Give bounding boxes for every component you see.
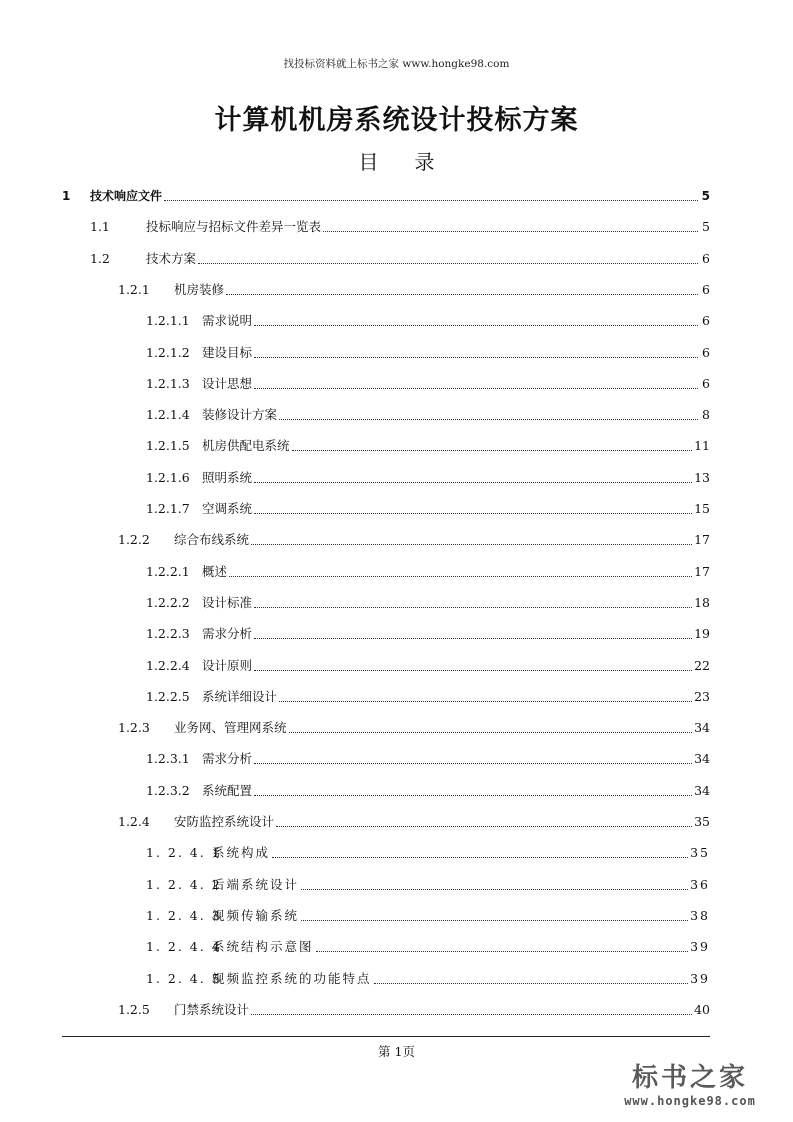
toc-entry[interactable] [146,845,710,861]
toc-entry-number: 1.2.3.1 [146,751,190,766]
footer-divider [62,1036,710,1037]
toc-entry-title: 技术响应文件 [90,189,163,203]
toc-entry[interactable] [118,814,710,830]
toc-leader-dots [251,1013,692,1015]
toc-entry-number: 1.2.4 [118,814,150,829]
toc-entry-page: 6 [702,251,710,266]
toc-entry-number: 1. 2. 4. 3 [146,908,222,923]
toc-entry[interactable] [146,595,710,611]
toc-entry[interactable] [146,313,710,329]
toc-entry-title: 机房装修 [174,282,225,297]
toc-entry-number: 1.2.1 [118,282,150,297]
footer-page-number: 第 1页 [378,1044,415,1059]
toc-entry-title: 业务网、管理网系统 [174,720,287,735]
toc-entry[interactable] [146,501,710,517]
toc-leader-dots [301,888,688,890]
toc-entry-page: 38 [690,908,710,923]
toc-leader-dots [323,230,698,232]
toc-leader-dots [279,700,692,702]
toc-entry-number: 1. 2. 4. 5 [146,971,222,986]
logo-url: www.hongke98.com [624,1094,756,1108]
toc-entry-page: 6 [702,376,710,391]
toc-leader-dots [279,418,698,420]
toc-entry-page: 5 [701,189,710,203]
toc-entry-number: 1.2.3 [118,720,150,735]
toc-entry-title: 需求分析 [202,626,253,641]
toc-entry-title: 概述 [202,564,228,579]
toc-entry-page: 34 [694,783,710,798]
site-logo [605,1062,775,1120]
toc-leader-dots [272,856,688,858]
toc-leader-dots [374,982,689,984]
toc-entry[interactable] [118,282,710,298]
toc-leader-dots [254,324,698,326]
toc-leader-dots [164,199,698,201]
toc-entry-page: 15 [694,501,710,516]
toc-entry-number: 1.2.2 [118,532,150,547]
toc-entry-page: 34 [694,751,710,766]
toc-leader-dots [292,449,693,451]
toc-entry-page: 39 [690,971,710,986]
toc-entry[interactable] [90,219,710,235]
toc-entry-number: 1.2.1.2 [146,345,190,360]
toc-entry[interactable] [146,908,710,924]
toc-entry[interactable] [118,720,710,736]
toc-entry-title: 视频监控系统的功能特点 [212,971,372,986]
toc-entry-title: 后端系统设计 [212,877,300,892]
toc-entry-number: 1. 2. 4. 4 [146,939,222,954]
toc-entry-number: 1. 2. 4. 2 [146,877,222,892]
toc-entry-number: 1.2.1.6 [146,470,190,485]
toc-entry-page: 18 [694,595,710,610]
toc-entry[interactable] [146,564,710,580]
toc-entry[interactable] [146,751,710,767]
toc-entry[interactable] [146,407,710,423]
toc-entry-title: 系统配置 [202,783,253,798]
toc-entry-number: 1.2.1.5 [146,438,190,453]
toc-entry-number: 1.2.2.2 [146,595,190,610]
toc-entry-number: 1 [62,189,71,203]
toc-entry-number: 1.2.2.3 [146,626,190,641]
toc-entry-page: 5 [702,219,710,234]
toc-entry-number: 1.2 [90,251,110,266]
toc-entry[interactable] [146,438,710,454]
toc-entry-title: 照明系统 [202,470,253,485]
toc-entry-title: 机房供配电系统 [202,438,290,453]
document-title: 计算机机房系统设计投标方案 [214,105,579,136]
toc-entry-number: 1.2.1.1 [146,313,190,328]
toc-entry[interactable] [146,971,710,987]
toc-leader-dots [198,262,698,264]
toc-entry-page: 8 [702,407,710,422]
toc-entry[interactable] [146,939,710,955]
toc-entry[interactable] [146,626,710,642]
toc-leader-dots [254,762,692,764]
toc-entry-page: 36 [690,877,710,892]
toc-entry-number: 1.2.5 [118,1002,150,1017]
toc-leader-dots [316,950,689,952]
toc-leader-dots [301,919,688,921]
toc-entry-title: 设计标准 [202,595,253,610]
toc-entry-title: 投标响应与招标文件差异一览表 [146,219,322,234]
toc-entry-page: 34 [694,720,710,735]
toc-entry-title: 视频传输系统 [212,908,300,923]
toc-entry-page: 17 [694,532,710,547]
toc-entry-title: 系统详细设计 [202,689,278,704]
toc-entry-title: 设计思想 [202,376,253,391]
toc-entry-number: 1.2.2.1 [146,564,190,579]
logo-name: 标书之家 [631,1063,748,1093]
toc-leader-dots [254,481,692,483]
toc-entry[interactable] [90,251,710,267]
toc-entry[interactable] [146,783,710,799]
toc-entry-title: 门禁系统设计 [174,1002,250,1017]
toc-entry-number: 1.2.1.4 [146,407,190,422]
toc-heading: 目录 [358,150,471,174]
toc-entry[interactable] [118,1002,710,1018]
toc-leader-dots [254,512,692,514]
toc-entry-page: 22 [694,658,710,673]
toc-leader-dots [229,575,692,577]
toc-entry-title: 装修设计方案 [202,407,278,422]
toc-entry[interactable] [146,470,710,486]
toc-entry[interactable] [118,532,710,548]
toc-entry[interactable] [146,345,710,361]
toc-leader-dots [254,794,692,796]
toc-entry-number: 1.2.3.2 [146,783,190,798]
toc-entry[interactable] [62,188,710,204]
toc-entry-page: 40 [694,1002,710,1017]
toc-entry-page: 19 [694,626,710,641]
toc-entry-page: 17 [694,564,710,579]
toc-entry[interactable] [146,658,710,674]
toc-leader-dots [276,825,692,827]
toc-entry-title: 设计原则 [202,658,253,673]
toc-entry-page: 35 [694,814,710,829]
toc-entry-page: 35 [690,845,710,860]
toc-leader-dots [254,637,692,639]
toc-entry-page: 23 [694,689,710,704]
toc-leader-dots [254,606,692,608]
toc-entry-title: 空调系统 [202,501,253,516]
toc-entry-number: 1.1 [90,219,110,234]
toc-entry-page: 39 [690,939,710,954]
toc-entry-title: 技术方案 [146,251,197,266]
toc-entry-page: 6 [702,345,710,360]
toc-leader-dots [254,669,692,671]
toc-leader-dots [226,293,698,295]
toc-leader-dots [254,387,698,389]
toc-leader-dots [289,731,693,733]
toc-entry-page: 13 [694,470,710,485]
toc-entry-number: 1.2.1.7 [146,501,190,516]
toc-leader-dots [251,543,692,545]
toc-entry[interactable] [146,376,710,392]
toc-entry-title: 综合布线系统 [174,532,250,547]
toc-entry-number: 1.2.1.3 [146,376,190,391]
toc-entry-title: 安防监控系统设计 [174,814,275,829]
toc-entry-title: 系统结构示意图 [212,939,314,954]
toc-entry-page: 6 [702,313,710,328]
toc-entry-title: 需求分析 [202,751,253,766]
toc-entry-title: 系统构成 [212,845,271,860]
toc-entry-number: 1.2.2.5 [146,689,190,704]
toc-entry-number: 1. 2. 4. 1 [146,845,222,860]
toc-entry-page: 11 [694,438,710,453]
header-note: 找投标资料就上标书之家 www.hongke98.com [283,58,510,70]
toc-entry[interactable] [146,877,710,893]
toc-leader-dots [254,356,698,358]
toc-entry-title: 建设目标 [202,345,253,360]
toc-entry-number: 1.2.2.4 [146,658,190,673]
toc-entry-title: 需求说明 [202,313,253,328]
toc-entry[interactable] [146,689,710,705]
toc-entry-page: 6 [702,282,710,297]
